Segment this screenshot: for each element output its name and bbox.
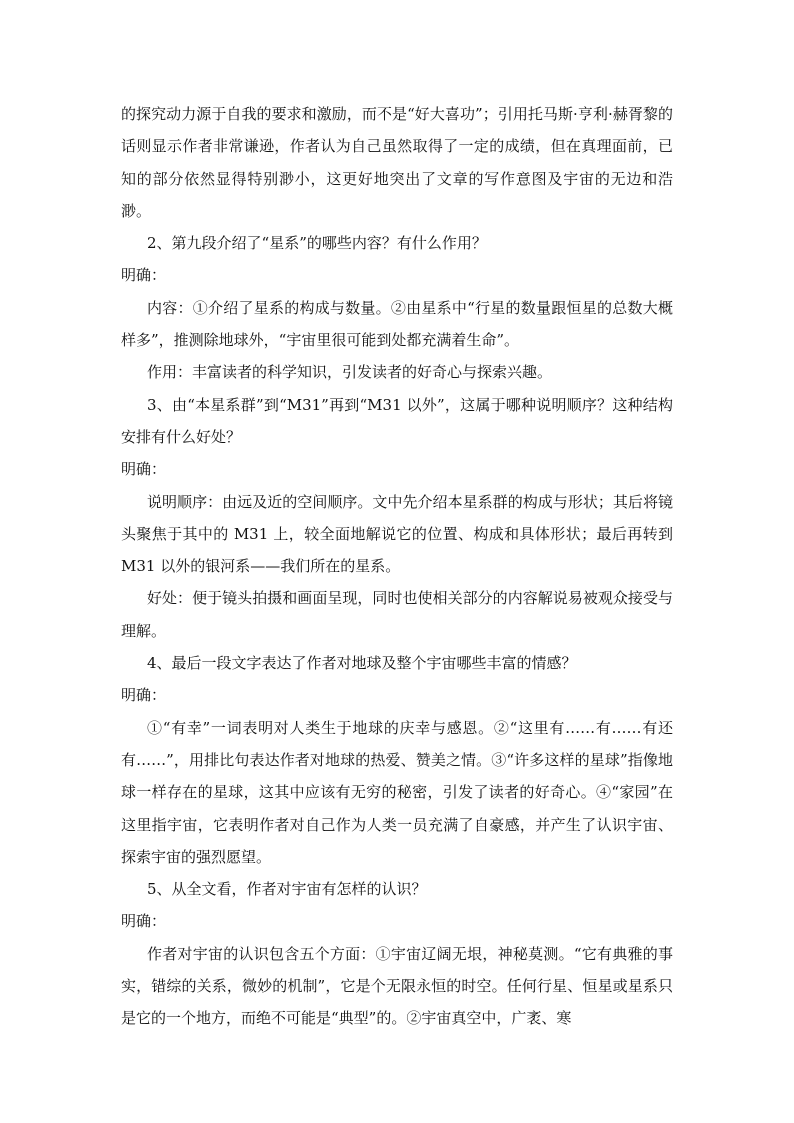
document-body <box>121 98 673 1035</box>
question-5: 5、从全文看，作者对宇宙有怎样的认识？ <box>147 880 427 899</box>
answer-3-benefit: 好处：便于镜头拍摄和画面呈现，同时也使相关部分的内容解说易被观众接受与理解。 <box>121 589 673 640</box>
answer-label-5: 明确： <box>121 912 167 931</box>
answer-3-order: 说明顺序：由远及近的空间顺序。文中先介绍本星系群的构成与形状；其后将镜头聚焦于其中的 M31 上，较全面地解说它的位置、构成和具体形状；最后再转到 M31 以外的银河系——我们所在的星系。 <box>121 492 673 576</box>
question-4: 4、最后一段文字表达了作者对地球及整个宇宙哪些丰富的情感？ <box>147 654 577 673</box>
answer-2-content: 内容：①介绍了星系的构成与数量。②由星系中“行星的数量跟恒星的总数大概样多”，推测除地球外，“宇宙里很可能到处都充满着生命”。 <box>121 298 673 350</box>
answer-label-2: 明确： <box>121 266 167 285</box>
answer-label-3: 明确： <box>121 460 167 479</box>
question-2: 2、第九段介绍了“星系”的哪些内容？有什么作用？ <box>147 234 487 253</box>
answer-label-4: 明确： <box>121 686 167 705</box>
answer-4-content: ①“有幸”一词表明对人类生于地球的庆幸与感恩。②“这里有……有……有还有……”，用排比句表达作者对地球的热爱、赞美之情。③“许多这样的星球”指像地球一样存在的星球，这其中应该有无穷的秘密，引发了读者的好奇心。④“家园”在这里指宇宙，它表明作者对自己作为人类一员充满了自豪感，并产生了认识宇宙、探索宇宙的强烈愿望。 <box>121 718 673 866</box>
answer-2-effect: 作用：丰富读者的科学知识，引发读者的好奇心与探索兴趣。 <box>147 363 553 382</box>
paragraph-continuation: 的探究动力源于自我的要求和激励，而不是“好大喜功”；引用托马斯·亨利·赫胥黎的话则显示作者非常谦逊，作者认为自己虽然取得了一定的成绩，但在真理面前，已知的部分依然显得特别渺小，这更好地突出了文章的写作意图及宇宙的无边和浩渺。 <box>121 105 673 220</box>
answer-5-content: 作者对宇宙的认识包含五个方面：①宇宙辽阔无垠，神秘莫测。“它有典雅的事实，错综的关系，微妙的机制”，它是个无限永恒的时空。任何行星、恒星或星系只是它的一个地方，而绝不可能是“典型”的。②宇宙真空中，广袤、寒 <box>121 944 673 1028</box>
question-3: 3、由“本星系群”到“M31”再到“M31 以外”，这属于哪种说明顺序？这种结构安排有什么好处？ <box>121 395 673 446</box>
